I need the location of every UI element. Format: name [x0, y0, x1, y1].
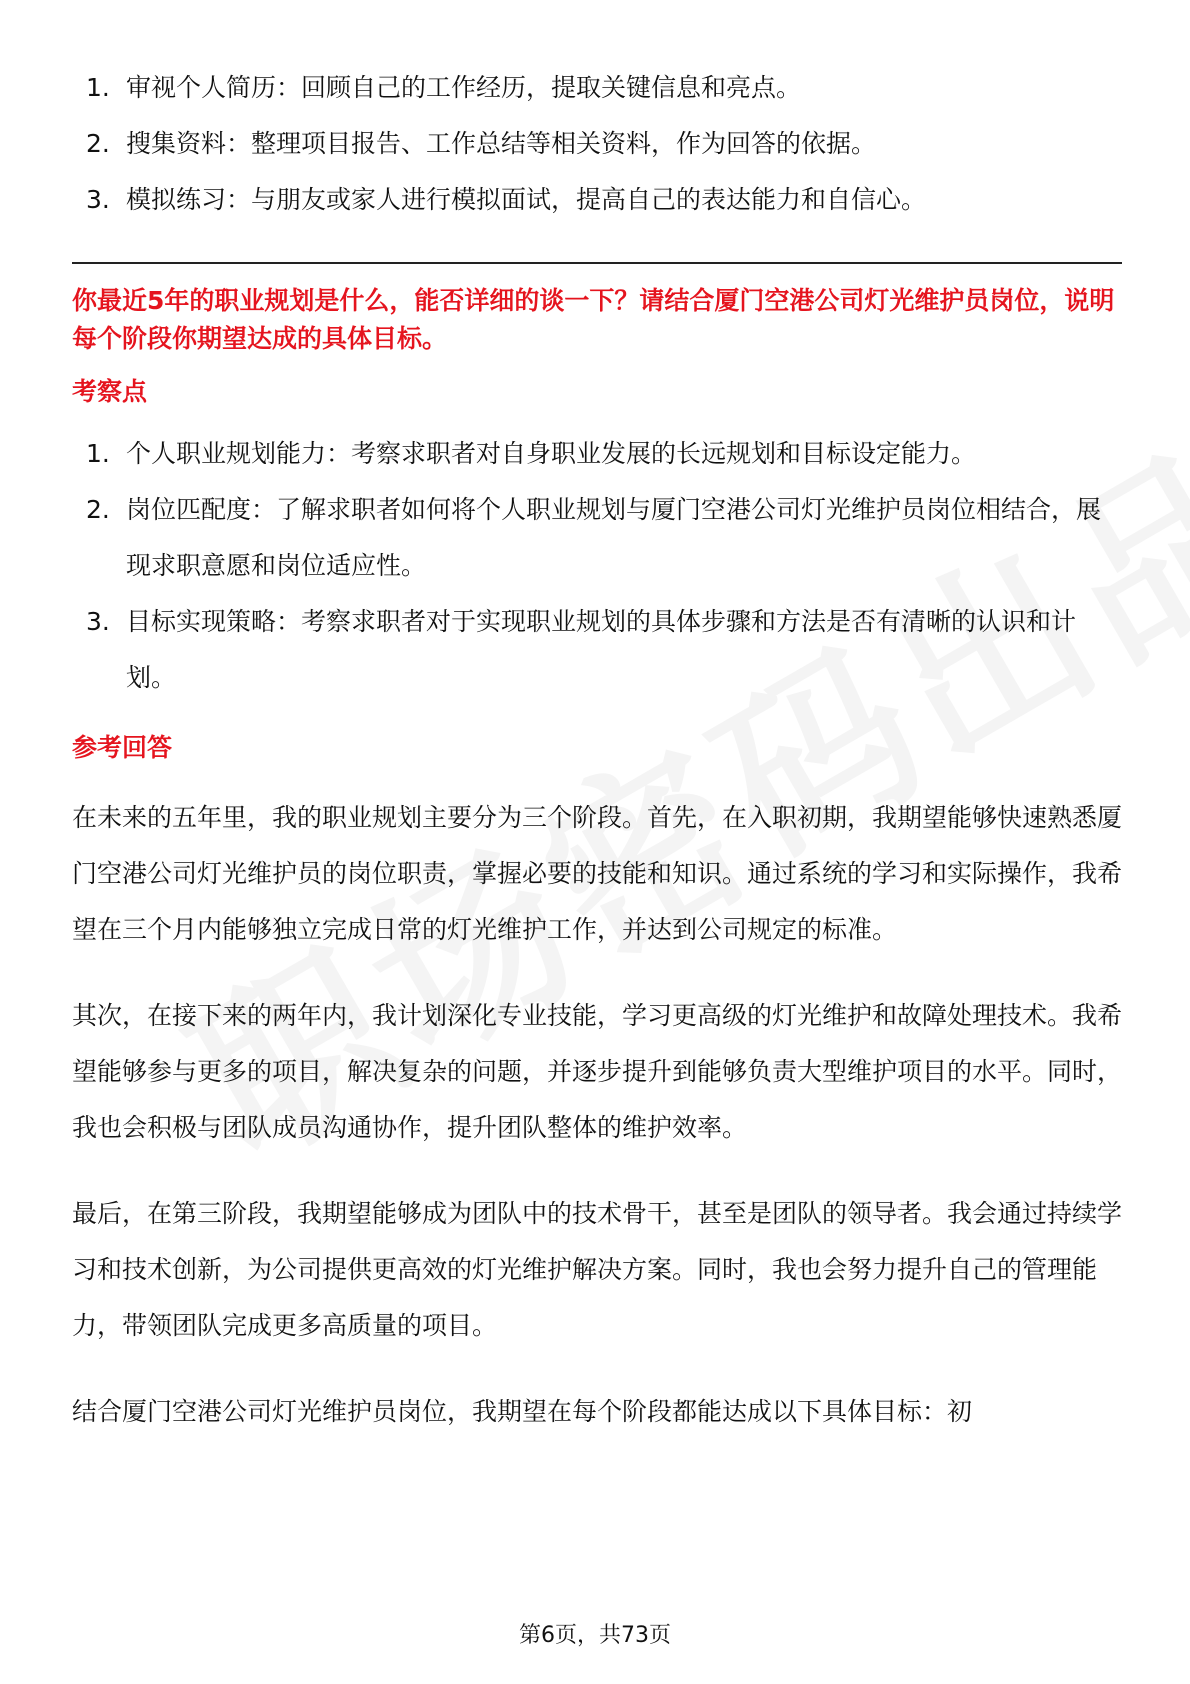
list-item	[72, 482, 1122, 594]
list-item-text: 审视个人简历：回顾自己的工作经历，提取关键信息和亮点。	[126, 73, 802, 102]
list-item-number: 2.	[86, 129, 110, 158]
list-item	[72, 116, 1122, 172]
list-item	[72, 594, 1122, 706]
list-item-number: 2.	[86, 495, 110, 524]
list-item	[72, 60, 1122, 116]
page-content	[72, 60, 1122, 1470]
answer-paragraph: 在未来的五年里，我的职业规划主要分为三个阶段。首先，在入职初期，我期望能够快速熟悉厦门空港公司灯光维护员的岗位职责，掌握必要的技能和知识。通过系统的学习和实际操作，我希望在三个月内能够独立完成日常的灯光维护工作，并达到公司规定的标准。	[72, 803, 1123, 944]
list-item-text: 搜集资料：整理项目报告、工作总结等相关资料，作为回答的依据。	[126, 129, 877, 158]
list-item-text: 个人职业规划能力：考察求职者对自身职业发展的长远规划和目标设定能力。	[126, 439, 977, 468]
answer-paragraph: 结合厦门空港公司灯光维护员岗位，我期望在每个阶段都能达成以下具体目标：初	[72, 1397, 973, 1426]
list-item-number: 1.	[86, 73, 110, 102]
list-item-text: 目标实现策略：考察求职者对于实现职业规划的具体步骤和方法是否有清晰的认识和计划。	[126, 607, 1077, 692]
answer-paragraph: 其次，在接下来的两年内，我计划深化专业技能，学习更高级的灯光维护和故障处理技术。我希望能够参与更多的项目，解决复杂的问题，并逐步提升到能够负责大型维护项目的水平。同时，我也会积极与团队成员沟通协作，提升团队整体的维护效率。	[72, 1001, 1123, 1142]
list-item-text: 模拟练习：与朋友或家人进行模拟面试，提高自己的表达能力和自信心。	[126, 185, 927, 214]
answer-paragraph: 最后，在第三阶段，我期望能够成为团队中的技术骨干，甚至是团队的领导者。我会通过持续学习和技术创新，为公司提供更高效的灯光维护解决方案。同时，我也会努力提升自己的管理能力，带领团队完成更多高质量的项目。	[72, 1199, 1123, 1340]
interview-question: 你最近5年的职业规划是什么，能否详细的谈一下？请结合厦门空港公司灯光维护员岗位，说明每个阶段你期望达成的具体目标。	[72, 286, 1115, 353]
exam-points-list	[72, 426, 1122, 706]
list-item	[72, 172, 1122, 228]
list-item-number: 3.	[86, 185, 110, 214]
answer-heading: 参考回答	[72, 733, 173, 762]
preparation-list	[72, 60, 1122, 228]
page-number-footer: 第6页，共73页	[519, 1623, 671, 1648]
section-divider	[72, 262, 1122, 264]
list-item-number: 3.	[86, 607, 110, 636]
list-item-text: 岗位匹配度：了解求职者如何将个人职业规划与厦门空港公司灯光维护员岗位相结合，展现求职意愿和岗位适应性。	[126, 495, 1102, 580]
list-item	[72, 426, 1122, 482]
list-item-number: 1.	[86, 439, 110, 468]
exam-points-heading: 考察点	[72, 377, 148, 406]
